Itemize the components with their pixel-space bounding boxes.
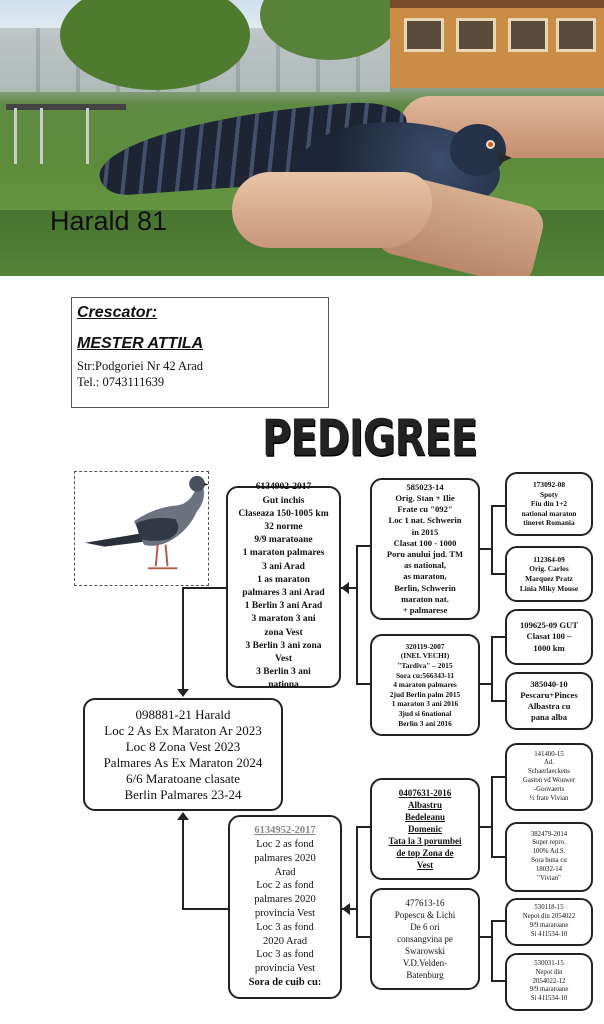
main-line: 6/6 Maratoane clasate bbox=[125, 770, 241, 786]
sire-line: 6134902-2017 bbox=[255, 482, 312, 493]
dss-line: Ad. bbox=[543, 759, 554, 767]
ss-line: Frate cu "092" bbox=[397, 504, 453, 515]
connector-line bbox=[491, 856, 505, 858]
dd-line: consangvina pe bbox=[397, 934, 453, 944]
dds-line: Si 411534-10 bbox=[530, 930, 568, 938]
sire-line: nationa bbox=[268, 680, 299, 691]
trampoline-leg bbox=[14, 108, 17, 164]
ss-line: Berlin, Schwerin bbox=[394, 582, 456, 593]
ds-line: Vest bbox=[416, 860, 434, 870]
dss-box bbox=[505, 743, 593, 811]
sire-line: Vest bbox=[274, 654, 293, 665]
dss-line: 141400-15 bbox=[534, 750, 564, 758]
sire-line: palmares 3 ani Arad bbox=[242, 588, 325, 598]
connector-line bbox=[491, 700, 505, 702]
pigeon-thumbnail bbox=[74, 471, 209, 586]
dam-ring: 6134952-2017 bbox=[254, 825, 316, 837]
breeder-name: MESTER ATTILA bbox=[77, 335, 204, 352]
main-pigeon-box bbox=[83, 698, 283, 811]
main-line: Palmares As Ex Maraton 2024 bbox=[103, 754, 263, 770]
ss-line: as national, bbox=[403, 560, 447, 571]
sire-line: 3 Berlin 3 ani bbox=[256, 667, 311, 678]
sire-line: 32 norme bbox=[264, 521, 303, 532]
dam-sister-label: Sora de cuib cu: bbox=[248, 976, 322, 988]
sdd-line: Pescaru+Pinces bbox=[520, 689, 578, 700]
sss-box bbox=[505, 472, 593, 536]
dam-box bbox=[228, 815, 342, 999]
dd-line: Batenburg bbox=[406, 970, 444, 980]
dsd-line: Super repro. bbox=[532, 839, 566, 847]
dd-line: Swarowski bbox=[405, 946, 445, 956]
arrow-head bbox=[341, 582, 349, 594]
house-window bbox=[456, 18, 496, 52]
ds-line: Tata la 3 porumbei bbox=[388, 836, 462, 846]
breeder-phone: Tel.: 0743111639 bbox=[77, 375, 165, 389]
connector-line bbox=[491, 636, 493, 702]
sd-line: Sora cu:566343-11 bbox=[395, 670, 455, 680]
sss-line: 173092-08 bbox=[532, 480, 566, 490]
sd-line: (INEL VECHI) bbox=[400, 651, 450, 661]
ss-line: Poru anului jud. TM bbox=[386, 549, 464, 559]
dsd-line: 100% Ad.S. bbox=[532, 848, 566, 856]
dsd-line: "Vivian" bbox=[537, 874, 561, 882]
dds-line: Nepot din 2054022 bbox=[522, 913, 576, 921]
dam-line: Loc 3 as fond bbox=[256, 921, 314, 933]
dam-line: Loc 2 as fond bbox=[256, 839, 314, 851]
hand bbox=[232, 172, 432, 248]
connector-line bbox=[356, 936, 370, 938]
main-line: 098881-21 Harald bbox=[135, 706, 231, 722]
sd-line: 1 maraton 3 ani 2016 bbox=[391, 699, 459, 709]
ss-line: Clasat 100 - 1000 bbox=[393, 537, 457, 548]
ssd-line: Linia Miky Mouse bbox=[519, 583, 579, 593]
sds-line: Clasat 100 – bbox=[526, 631, 572, 642]
ds-line: de top Zona de bbox=[396, 848, 454, 858]
pigeon-beak bbox=[498, 152, 512, 164]
trampoline-leg bbox=[86, 108, 89, 164]
dam-line: Loc 2 as fond bbox=[256, 880, 314, 892]
sire-line: Gut inchis bbox=[262, 495, 305, 506]
house-window bbox=[556, 18, 596, 52]
dd-line: Popescu & Lichi bbox=[394, 910, 456, 920]
ddd-box bbox=[505, 953, 593, 1011]
dsd-box bbox=[505, 822, 593, 892]
connector-line bbox=[356, 683, 370, 685]
ddd-line: Si 411534-10 bbox=[530, 995, 568, 1003]
connector-line bbox=[491, 920, 493, 982]
house-window bbox=[508, 18, 548, 52]
ss-line: + palmarese bbox=[402, 605, 448, 616]
sire-dam-box bbox=[370, 634, 480, 736]
connector-line bbox=[491, 636, 505, 638]
connector-line bbox=[182, 587, 184, 691]
ssd-line: Marquez Pratz bbox=[525, 574, 573, 583]
ds-line: Bedeleanu bbox=[404, 812, 445, 822]
connector-line bbox=[182, 820, 184, 910]
connector-line bbox=[491, 573, 505, 575]
dd-line: 477613-16 bbox=[405, 898, 445, 908]
sdd-line: 385040-10 bbox=[530, 678, 568, 689]
trampoline-leg bbox=[40, 108, 43, 164]
ssd-line: Orig. Carlos bbox=[529, 564, 569, 574]
trampoline bbox=[6, 104, 126, 110]
sire-sire-box bbox=[370, 478, 480, 620]
sire-line: 3 maraton 3 ani bbox=[251, 614, 316, 625]
sd-line: 3jud si 6national bbox=[398, 708, 452, 718]
sd-line: 4 maraton palmares bbox=[393, 680, 457, 690]
sire-box bbox=[226, 482, 341, 691]
dd-line: V.D.Velden- bbox=[402, 958, 448, 968]
dsd-line: Sora buna cu bbox=[531, 857, 567, 864]
dss-line: ½ frate Vivian bbox=[529, 794, 569, 802]
main-line: Berlin Palmares 23-24 bbox=[124, 786, 242, 802]
ss-line: in 2015 bbox=[411, 526, 439, 537]
sdd-box bbox=[505, 672, 593, 730]
connector-line bbox=[491, 505, 493, 575]
connector-line bbox=[356, 545, 370, 547]
connector-line bbox=[491, 505, 505, 507]
sss-line: national maraton bbox=[521, 508, 577, 518]
pigeon-head bbox=[450, 124, 506, 176]
ddd-line: 2054022-12 bbox=[532, 977, 566, 985]
dd-line: De 6 ori bbox=[410, 922, 440, 932]
connector-line bbox=[491, 776, 505, 778]
sire-line: 1 as maraton bbox=[257, 574, 310, 585]
photo-caption: Harald 81 bbox=[50, 206, 168, 236]
connector-line bbox=[356, 826, 370, 828]
ss-line: 585023-14 bbox=[406, 481, 444, 492]
ss-line: maraton nat. bbox=[401, 593, 449, 604]
ss-line: Orig. Stan + Ilie bbox=[395, 492, 455, 503]
dam-line: palmares 2020 bbox=[254, 894, 316, 906]
dam-dam-box bbox=[370, 888, 480, 990]
dsd-line: 382479-2014 bbox=[530, 830, 568, 838]
sdd-line: pana alba bbox=[530, 712, 568, 723]
connector-line bbox=[182, 587, 226, 589]
sds-line: 1000 km bbox=[533, 642, 565, 653]
dam-line: 2020 Arad bbox=[262, 935, 308, 947]
ddd-line: 530031-15 bbox=[534, 960, 564, 967]
dam-sire-box bbox=[370, 778, 480, 880]
sd-line: 2jud Berlin palm 2015 bbox=[389, 689, 461, 699]
ss-line: Loc 1 nat. Schwerin bbox=[388, 515, 462, 526]
arrow-head bbox=[342, 903, 350, 915]
dam-line: palmares 2020 bbox=[254, 852, 316, 864]
ssd-line: 112364-09 bbox=[533, 554, 565, 564]
sire-line: zona Vest bbox=[264, 627, 303, 638]
dam-line: Arad bbox=[274, 866, 296, 878]
connector-line bbox=[356, 545, 358, 685]
sire-line: Claseaza 150-1005 km bbox=[238, 508, 329, 519]
dsd-line: 18032-14 bbox=[535, 865, 563, 873]
connector-line bbox=[491, 980, 505, 982]
sire-line: 9/9 maratoane bbox=[254, 535, 313, 546]
ss-line: as maraton, bbox=[403, 571, 447, 582]
connector-line bbox=[491, 776, 493, 858]
connector-line bbox=[491, 920, 505, 922]
dam-line: provincia Vest bbox=[254, 963, 316, 975]
dss-line: Schaerlaeckens bbox=[528, 768, 570, 776]
ds-line: Albastru bbox=[407, 800, 442, 810]
ds-line: 0407631-2016 bbox=[398, 788, 452, 798]
connector-line bbox=[182, 908, 228, 910]
dds-line: 530118-15 bbox=[534, 904, 564, 912]
sd-line: Berlin 3 ani 2016 bbox=[398, 718, 452, 728]
dss-line: Gaston vd Wouwer bbox=[522, 777, 576, 784]
sdd-line: Albastra cu bbox=[527, 701, 571, 711]
sire-line: 1 Berlin 3 ani Arad bbox=[244, 601, 323, 612]
sire-line: 3 ani Arad bbox=[262, 561, 305, 572]
breeder-box bbox=[71, 297, 329, 408]
ds-line: Domenic bbox=[408, 824, 442, 834]
dds-line: 9/9 maratoane bbox=[529, 922, 569, 929]
ddd-line: Nepot din bbox=[535, 968, 563, 976]
dss-line: -Goovaerts bbox=[533, 785, 565, 793]
dam-line: Loc 3 as fond bbox=[256, 949, 314, 961]
pigeon-photo bbox=[0, 0, 604, 276]
sd-line: "Tardiva" – 2015 bbox=[397, 661, 453, 671]
sds-box bbox=[505, 609, 593, 665]
sss-line: Spoty bbox=[539, 489, 559, 499]
house bbox=[390, 0, 604, 88]
breeder-label: Crescator: bbox=[77, 304, 158, 321]
dam-line: provincia Vest bbox=[254, 908, 316, 919]
connector-line bbox=[356, 826, 358, 938]
dds-box bbox=[505, 898, 593, 946]
main-line: Loc 8 Zona Vest 2023 bbox=[125, 738, 241, 754]
sds-line: 109625-09 GUT bbox=[519, 620, 578, 631]
sire-line: 3 Berlin 3 ani zona bbox=[245, 640, 322, 651]
ssd-box bbox=[505, 546, 593, 602]
main-line: Loc 2 As Ex Maraton Ar 2023 bbox=[104, 722, 262, 738]
sss-line: Fiu din 1+2 bbox=[530, 499, 568, 509]
ddd-line: 9/9 maratoane bbox=[529, 986, 569, 994]
pigeon-eye bbox=[486, 140, 495, 149]
house-window bbox=[404, 18, 444, 52]
sire-line: 1 maraton palmares bbox=[242, 548, 325, 559]
sss-line: tineret Romania bbox=[523, 518, 575, 528]
breeder-address: Str:Podgoriei Nr 42 Arad bbox=[77, 359, 204, 373]
sd-line: 320119-2007 bbox=[405, 641, 445, 651]
arrow-head bbox=[177, 812, 189, 820]
pedigree-title: PEDIGREE bbox=[262, 410, 478, 468]
pigeon-illustration bbox=[75, 472, 208, 585]
arrow-head bbox=[177, 689, 189, 697]
